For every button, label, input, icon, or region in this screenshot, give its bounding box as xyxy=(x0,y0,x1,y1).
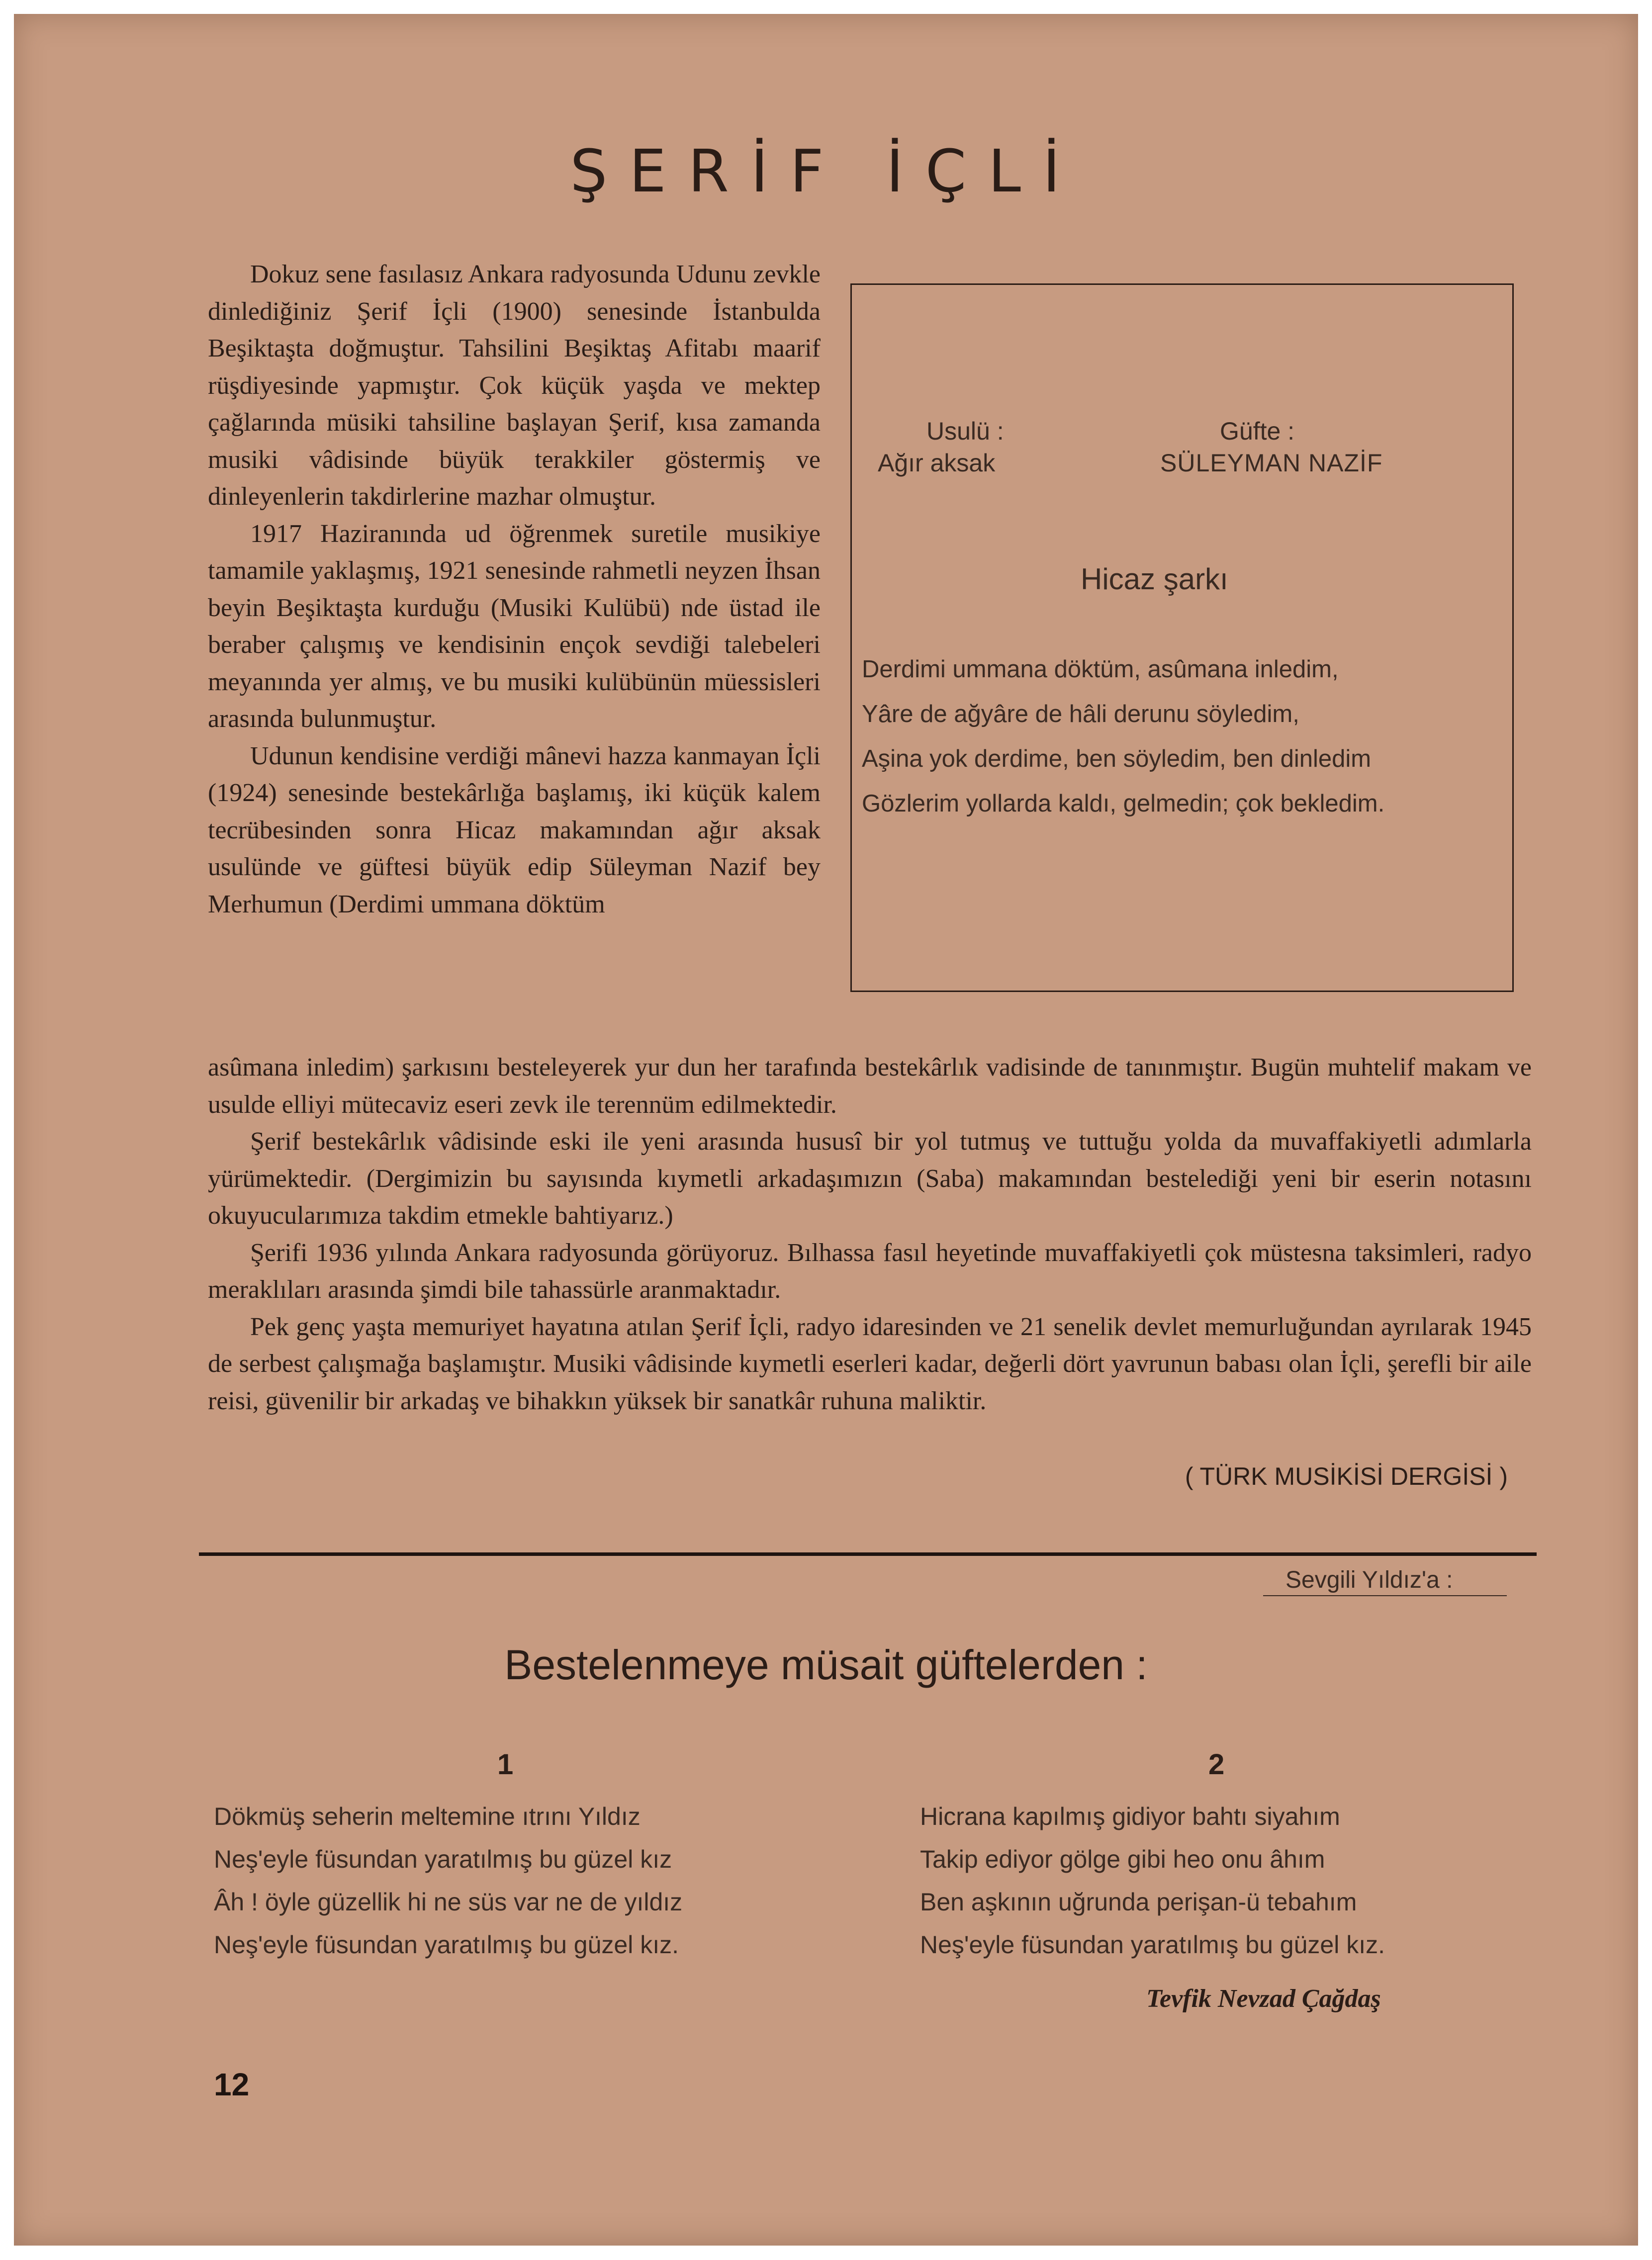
song-lyric-line: Yâre de ağyâre de hâli derunu söyledim, xyxy=(862,701,1299,727)
gufte-label: Güfte : xyxy=(1220,417,1295,445)
biography-paragraph: Udunun kendisine verdiği mânevi hazza kanmayan İçli (1924) senesinde bestekârlığa başlamış, iki küçük kalem tecrübesinden sonra Hicaz makamından ağır aksak usulünde ve güftesi büyük edip Süleyman Nazif bey Merhumun (Derdimi ummana döktüm xyxy=(208,741,821,918)
box-bottom-rule xyxy=(850,991,1514,992)
song-name: Hicaz şarkı xyxy=(1081,562,1228,596)
poem-line: Neş'eyle füsundan yaratılmış bu güzel kız. xyxy=(214,1931,679,1959)
biography-continued xyxy=(208,1049,1532,1420)
source-credit: ( TÜRK MUSİKİSİ DERGİSİ ) xyxy=(1185,1462,1508,1490)
song-box xyxy=(850,283,1514,992)
biography-paragraph: Dokuz sene fasılasız Ankara radyosunda Udunu zevkle dinlediğiniz Şerif İçli (1900) senesinde İstanbulda Beşiktaşta doğmuştur. Tahsilini Beşiktaş Afitabı maarif rüşdiyesinde yapmıştır. Çok küçük yaşda ve mektep çağlarında müsiki tahsiline başlayan Şerif, kısa zamanda musiki vâdisinde büyük terakkiler göstermiş ve dinleyenlerin takdirlerine mazhar olmuştur. xyxy=(208,260,821,511)
biography-paragraph: asûmana inledim) şarkısını besteleyerek yur dun her tarafında bestekârlık vadisinde de tanınmıştır. Bugün muhtelif makam ve usulde elliyi mütecaviz eseri zevk ile terennüm edilmektedir. xyxy=(208,1053,1532,1119)
poem-2 xyxy=(920,1795,1385,1966)
page-title: ŞERİF İÇLİ xyxy=(570,137,1082,205)
song-lyric-line: Gözlerim yollarda kaldı, gelmedin; çok bekledim. xyxy=(862,790,1385,817)
biography-paragraph: Şerif bestekârlık vâdisinde eski ile yeni arasında hususî bir yol tutmuş ve tuttuğu yolda da muvaffakiyetli adımlarla yürümektedir. (Dergimizin bu sayısında kıymetli arkadaşımızın (Saba) makamından bestelediği yeni bir eserin notasını okuyucularımıza takdim etmekle bahtiyarız.) xyxy=(208,1127,1532,1230)
box-top-rule xyxy=(850,283,1514,285)
biography-column xyxy=(208,256,821,923)
poem-line: Ben aşkının uğrunda perişan-ü tebahım xyxy=(920,1888,1357,1916)
song-lyric-line: Derdimi ummana döktüm, asûmana inledim, xyxy=(862,656,1339,683)
poem-line: Hicrana kapılmış gidiyor bahtı siyahım xyxy=(920,1803,1340,1830)
poem-number: 1 xyxy=(497,1748,514,1781)
biography-paragraph: 1917 Haziranında ud öğrenmek suretile musikiye tamamile yaklaşmış, 1921 senesinde rahmetli neyzen İhsan beyin Beşiktaşta kurduğu (Musiki Kulübü) nde üstad ile beraber çalışmış ve kendisinin ençok sevdiği talebeleri meyanında yer almış, ve bu musiki kulübünün müessisleri arasında bulunmuştur. xyxy=(208,519,821,733)
poem-line: Neş'eyle füsundan yaratılmış bu güzel kız xyxy=(214,1845,672,1873)
poem-number: 2 xyxy=(1208,1748,1225,1781)
usul-value: Ağır aksak xyxy=(878,449,996,477)
poem-line: Âh ! öyle güzellik hi ne süs var ne de yıldız xyxy=(214,1888,683,1916)
poem-line: Dökmüş seherin meltemine ıtrını Yıldız xyxy=(214,1803,641,1830)
dedication: Sevgili Yıldız'a : xyxy=(1285,1567,1453,1593)
poem-line: Neş'eyle füsundan yaratılmış bu güzel kız. xyxy=(920,1931,1385,1959)
page-number: 12 xyxy=(214,2067,250,2102)
song-lyric-line: Aşina yok derdime, ben söyledim, ben dinledim xyxy=(862,745,1372,772)
usul-label: Usulü : xyxy=(926,417,1004,445)
biography-paragraph: Şerifi 1936 yılında Ankara radyosunda görüyoruz. Bılhassa fasıl heyetinde muvaffakiyetli çok müstesna taksimleri, radyo meraklıları arasında şimdi bile tahassürle aranmaktadır. xyxy=(208,1238,1532,1304)
poem-line: Takip ediyor gölge gibi heo onu âhım xyxy=(920,1845,1325,1873)
biography-paragraph: Pek genç yaşta memuriyet hayatına atılan Şerif İçli, radyo idaresinden ve 21 senelik devlet memurluğundan ayrılarak 1945 de serbest çalışmağa başlamıştır. Musiki vâdisinde kıymetli eserleri kadar, değerli dört yavrunun babası olan İçli, şerefli bir aile reisi, güvenilir bir arkadaş ve bihakkın yüksek bir sanatkâr ruhuna maliktir. xyxy=(208,1312,1532,1415)
poem-author: Tevfik Nevzad Çağdaş xyxy=(1146,1985,1381,2013)
dedication-underline xyxy=(1263,1595,1507,1596)
section-title: Bestelenmeye müsait güftelerden : xyxy=(504,1641,1148,1688)
gufte-value: SÜLEYMAN NAZİF xyxy=(1160,449,1383,477)
poem-1 xyxy=(214,1795,682,1966)
section-divider xyxy=(199,1552,1537,1556)
